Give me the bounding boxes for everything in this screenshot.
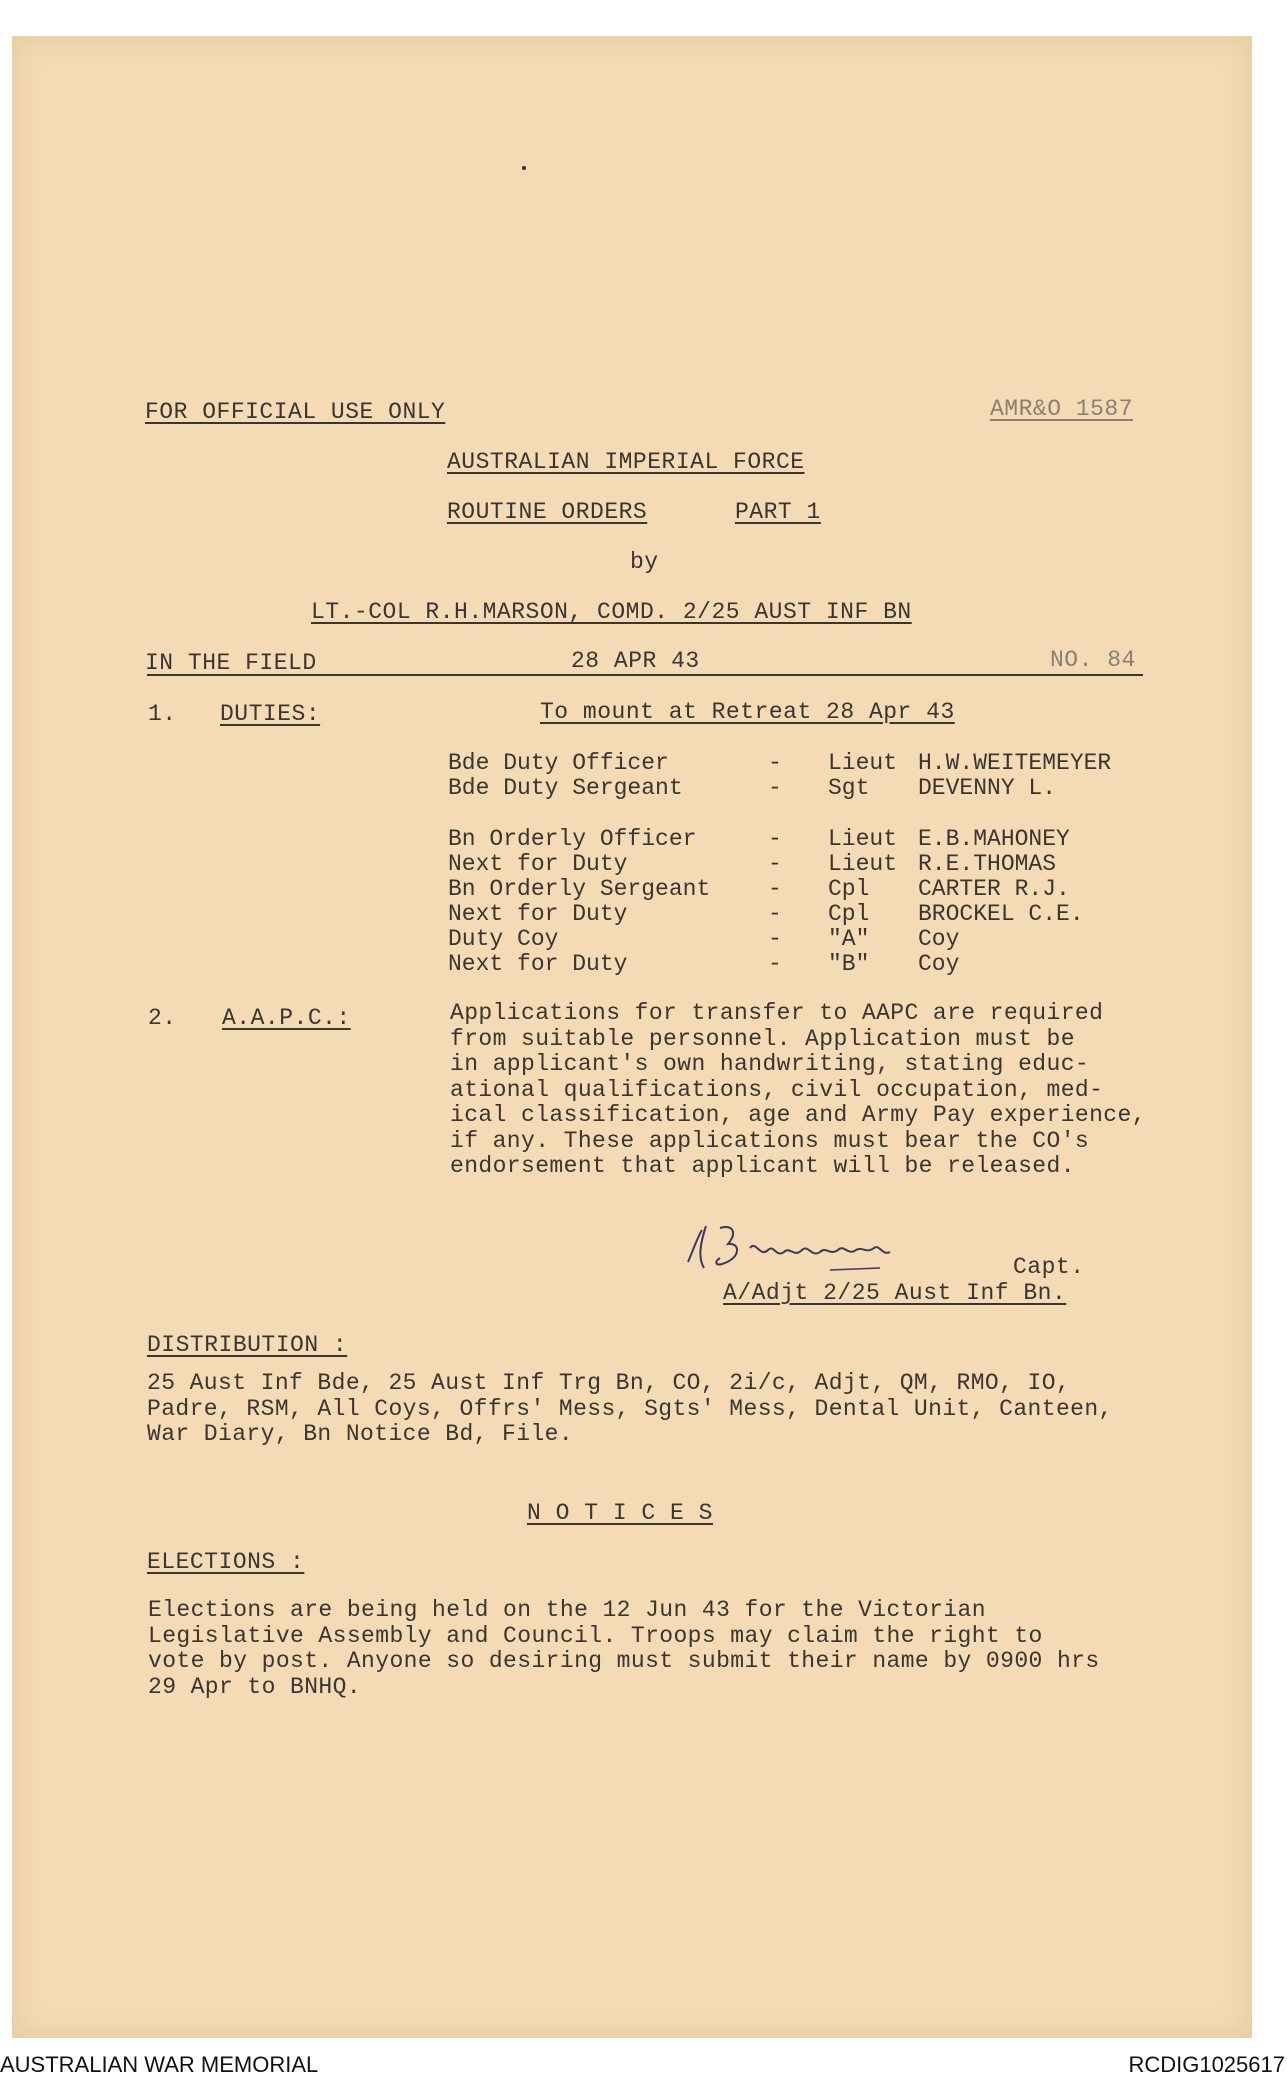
duty-name: R.E.THOMAS (918, 851, 1057, 877)
punch-mark (522, 166, 526, 170)
distribution-list: 25 Aust Inf Bde, 25 Aust Inf Trg Bn, CO, 2i/c, Adjt, QM, RMO, IO, Padre, RSM, All Coys, Offrs' Mess, Sgts' Mess, Dental Unit, Canteen, War Diary, Bn Notice Bd, File. (147, 1370, 1113, 1447)
duties-heading: DUTIES: (220, 701, 321, 727)
duty-name: Coy (918, 926, 960, 952)
duty-rank: Lieut (828, 750, 898, 776)
archive-reference: RCDIG1025617 (1128, 2052, 1285, 2077)
duty-role: Bn Orderly Officer (448, 826, 697, 852)
duty-dash: - (768, 951, 782, 977)
signatory-appointment: A/Adjt 2/25 Aust Inf Bn. (723, 1280, 1067, 1306)
order-date: 28 APR 43 (571, 648, 700, 674)
duty-name: Coy (918, 951, 960, 977)
duty-rank: Cpl (828, 901, 870, 927)
duty-rank: Lieut (828, 826, 898, 852)
duty-role: Bde Duty Sergeant (448, 775, 683, 801)
duty-role: Next for Duty (448, 851, 628, 877)
duties-subheading: To mount at Retreat 28 Apr 43 (540, 699, 955, 725)
duty-rank: Sgt (828, 775, 870, 801)
duty-role: Bn Orderly Sergeant (448, 876, 711, 902)
signatory-rank: Capt. (1013, 1254, 1085, 1280)
reference-number: AMR&O 1587 (990, 396, 1134, 422)
by-line: by (630, 549, 659, 575)
duty-dash: - (768, 750, 782, 776)
duty-name: E.B.MAHONEY (918, 826, 1070, 852)
duty-name: CARTER R.J. (918, 876, 1070, 902)
document-part: PART 1 (735, 499, 821, 525)
duty-rank: "A" (828, 926, 870, 952)
section-2-number: 2. (148, 1005, 177, 1031)
duty-role: Duty Coy (448, 926, 559, 952)
aapc-text: Applications for transfer to AAPC are required from suitable personnel. Application must be in applicant's own handwriting, stating educ- ational qualifications, civil occupation, med- ical classification, age and Army Pay experience, if any. These applications must bear the CO's endorsement that applicant will be released. (450, 1000, 1146, 1179)
duty-dash: - (768, 826, 782, 852)
header-rule (147, 674, 1143, 676)
duty-role: Next for Duty (448, 901, 628, 927)
elections-notice: Elections are being held on the 12 Jun 43 for the Victorian Legislative Assembly and Council. Troops may claim the right to vote by post. Anyone so desiring must submit their name by 0900 hrs 29 Apr to BNHQ. (148, 1597, 1100, 1700)
aapc-heading: A.A.P.C.: (222, 1005, 351, 1031)
archive-credit: AUSTRALIAN WAR MEMORIAL (0, 2052, 319, 2077)
duty-dash: - (768, 851, 782, 877)
duty-dash: - (768, 926, 782, 952)
location: IN THE FIELD (145, 650, 317, 676)
duty-rank: Cpl (828, 876, 870, 902)
duty-role: Next for Duty (448, 951, 628, 977)
duty-rank: "B" (828, 951, 870, 977)
classification: FOR OFFICIAL USE ONLY (145, 399, 446, 425)
duty-role: Bde Duty Officer (448, 750, 669, 776)
duty-dash: - (768, 876, 782, 902)
notices-heading: N O T I C E S (527, 1500, 713, 1526)
organisation-title: AUSTRALIAN IMPERIAL FORCE (447, 449, 805, 475)
duty-name: H.W.WEITEMEYER (918, 750, 1112, 776)
distribution-heading: DISTRIBUTION : (147, 1332, 348, 1358)
issuer: LT.-COL R.H.MARSON, COMD. 2/25 AUST INF BN (311, 599, 912, 625)
duty-dash: - (768, 901, 782, 927)
duty-name: BROCKEL C.E. (918, 901, 1084, 927)
section-1-number: 1. (148, 701, 177, 727)
order-number: NO. 84 (1050, 647, 1136, 673)
duty-name: DEVENNY L. (918, 775, 1057, 801)
document-title: ROUTINE ORDERS (447, 499, 648, 525)
handwritten-signature (680, 1218, 940, 1278)
elections-heading: ELECTIONS : (147, 1549, 305, 1575)
duty-rank: Lieut (828, 851, 898, 877)
duty-dash: - (768, 775, 782, 801)
